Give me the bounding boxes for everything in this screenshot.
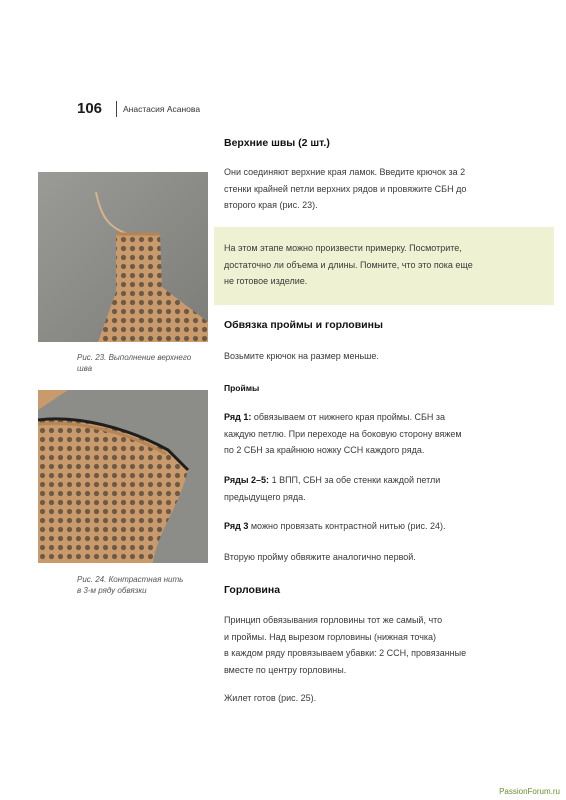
rows-2-5-paragraph: Ряды 2–5: 1 ВПП, СБН за обе стенки каждой петли предыдущего ряда.	[224, 475, 441, 502]
author-name: Анастасия Асанова	[123, 104, 201, 114]
page-number: 106	[77, 100, 103, 117]
fitting-note-text: На этом этапе можно произвести примерку. Посмотрите, достаточно ли объема и длины. Помните, что это пока еще не готовое изделие.	[224, 243, 473, 286]
top-seams-heading: Верхние швы (2 шт.)	[224, 137, 330, 149]
top-seams-paragraph: Они соединяют верхние края ламок. Введите крючок за 2 стенки крайней петли верхних рядов и провяжите СБН до второго края (рис. 23).	[224, 167, 467, 210]
figure-24-caption: Рис. 24. Контрастная нить в 3-м ряду обвязки	[77, 575, 184, 595]
armholes-subheading: Проймы	[224, 383, 260, 393]
neckline-paragraph: Принцип обвязывания горловины тот же самый, что и проймы. Над вырезом горловины (нижная точка) в каждом ряду провязываем убавки: 2 ССН, провязанные вместе по центру горловины.	[224, 615, 467, 675]
header-divider	[116, 101, 117, 117]
site-watermark: PassionForum.ru	[499, 787, 560, 796]
crochet-armhole-image	[38, 390, 208, 563]
figure-24-photo	[38, 390, 208, 563]
vest-ready-paragraph: Жилет готов (рис. 25).	[224, 693, 317, 703]
crochet-seam-image	[38, 172, 208, 342]
figure-23-photo	[38, 172, 208, 342]
neckline-heading: Горловина	[224, 584, 281, 596]
armhole-intro: Возьмите крючок на размер меньше.	[224, 351, 379, 361]
armhole-neckline-heading: Обвязка проймы и горловины	[224, 319, 383, 331]
row-1-paragraph: Ряд 1: обвязываем от нижнего края проймы. СБН за каждую петлю. При переходе на боковую сторону вяжем по 2 СБН за крайнюю ножку ССН каждого ряда.	[224, 412, 462, 455]
second-armhole-paragraph: Вторую пройму обвяжите аналогично первой.	[224, 552, 416, 562]
figure-23-caption: Рис. 23. Выполнение верхнего шва	[77, 353, 192, 373]
row-3-paragraph: Ряд 3 можно провязать контрастной нитью (рис. 24).	[224, 521, 446, 531]
